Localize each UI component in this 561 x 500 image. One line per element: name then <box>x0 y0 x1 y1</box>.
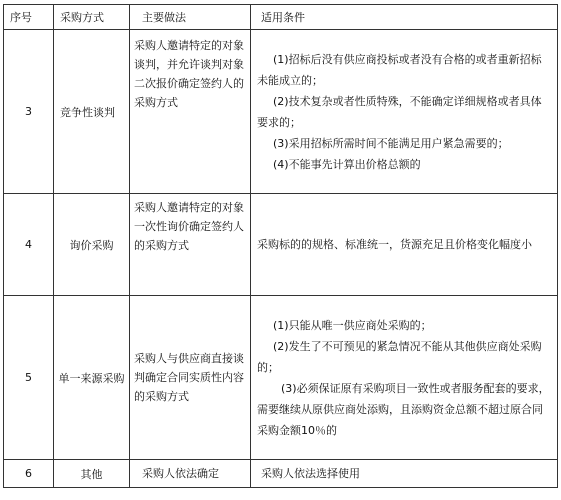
condition-item: 采购人依法选择使用 <box>261 467 360 480</box>
condition-item: (1)招标后没有供应商投标或者没有合格的或者重新招标未能成立的； <box>257 52 542 87</box>
row-practice: 采购人邀请特定的对象谈判，并允许谈判对象二次报价确定签约人的采购方式 <box>130 30 251 194</box>
table-row <box>4 296 558 460</box>
condition-item: (1)只能从唯一供应商处采购的； <box>273 318 432 332</box>
header-method: 采购方式 <box>54 5 130 30</box>
row-method: 竞争性谈判 <box>54 30 130 194</box>
row-method: 询价采购 <box>54 194 130 296</box>
row-no: 5 <box>4 296 54 460</box>
row-no: 4 <box>4 194 54 296</box>
condition-item: (2)技术复杂或者性质特殊，不能确定详细规格或者具体要求的； <box>257 94 542 129</box>
row-practice: 采购人依法确定 <box>130 460 251 488</box>
row-conditions <box>251 194 558 296</box>
row-practice: 采购人与供应商直接谈判确定合同实质性内容的采购方式 <box>130 296 251 460</box>
row-method: 其他 <box>54 460 130 488</box>
table-row <box>4 30 558 194</box>
header-practice: 主要做法 <box>130 5 251 30</box>
table-row <box>4 194 558 296</box>
row-conditions <box>251 460 558 488</box>
row-method: 单一来源采购 <box>54 296 130 460</box>
condition-item: 采购标的的规格、标准统一，货源充足且价格变化幅度小 <box>257 238 532 251</box>
condition-item: (3)必须保证原有采购项目一致性或者服务配套的要求，需要继续从原供应商处添购，且添购资金总额不超过原合同采购金额10％的 <box>257 381 550 437</box>
header-conditions: 适用条件 <box>251 5 558 30</box>
row-conditions <box>251 30 558 194</box>
header-row <box>4 5 558 30</box>
row-no: 3 <box>4 30 54 194</box>
row-conditions <box>251 296 558 460</box>
condition-item: (2)发生了不可预见的紧急情况不能从其他供应商处采购的； <box>257 339 542 374</box>
header-no: 序号 <box>4 5 54 30</box>
condition-item: (3)采用招标所需时间不能满足用户紧急需要的； <box>273 136 509 150</box>
table-row <box>4 460 558 488</box>
procurement-methods-table <box>3 4 558 488</box>
condition-item: (4)不能事先计算出价格总额的 <box>273 157 421 171</box>
row-practice: 采购人邀请特定的对象一次性询价确定签约人的采购方式 <box>130 194 251 296</box>
row-no: 6 <box>4 460 54 488</box>
